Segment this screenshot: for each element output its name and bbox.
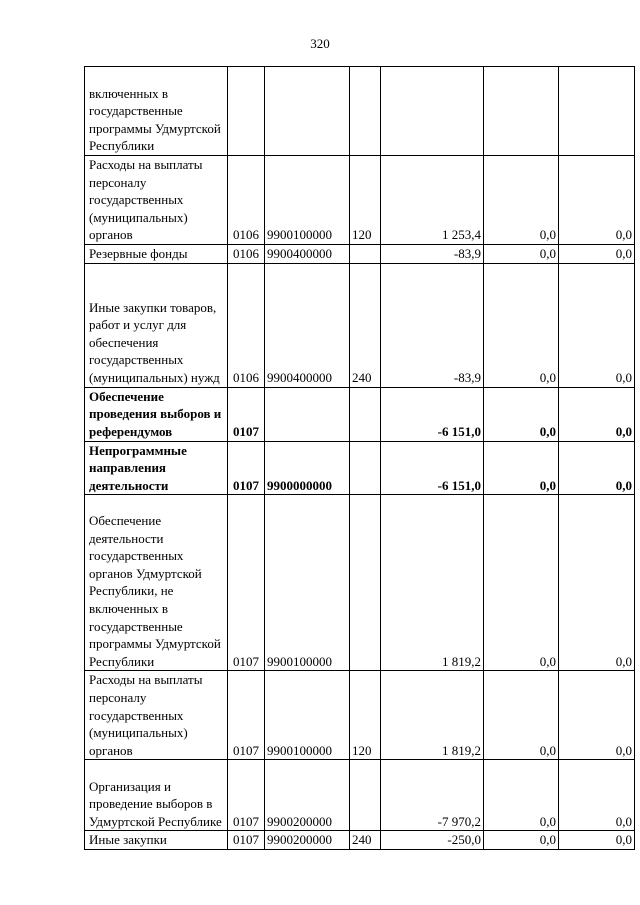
- row-section: 0107: [228, 441, 265, 495]
- row-name-cell: [85, 495, 228, 671]
- row-amount: -6 151,0: [381, 387, 484, 441]
- row-article: [265, 67, 350, 156]
- row-article: 9900100000: [265, 671, 350, 760]
- row-amount: 1 819,2: [381, 495, 484, 671]
- table-row: [85, 263, 635, 387]
- row-article: 9900200000: [265, 831, 350, 850]
- row-name-cell: [85, 441, 228, 495]
- row-name-cell: [85, 263, 228, 387]
- row-value-3: 0,0: [559, 831, 635, 850]
- row-expense-type: [350, 245, 381, 264]
- row-name: Иные закупки товаров, работ и услуг для обеспечения государственных (муниципальных) нужд: [89, 299, 220, 385]
- row-name-cell: [85, 67, 228, 156]
- row-section: 0107: [228, 387, 265, 441]
- row-name: Непрограммные направления деятельности: [89, 442, 187, 493]
- table-row: [85, 67, 635, 156]
- row-value-2: 0,0: [484, 671, 559, 760]
- row-amount: -7 970,2: [381, 760, 484, 831]
- table-row: [85, 441, 635, 495]
- row-expense-type: 120: [350, 671, 381, 760]
- row-value-2: 0,0: [484, 245, 559, 264]
- row-section: 0107: [228, 831, 265, 850]
- row-value-2: 0,0: [484, 831, 559, 850]
- row-name-cell: [85, 387, 228, 441]
- row-name-cell: [85, 245, 228, 264]
- row-expense-type: 120: [350, 156, 381, 245]
- row-name-cell: [85, 760, 228, 831]
- row-value-3: [559, 67, 635, 156]
- table-row: [85, 245, 635, 264]
- row-article: 9900000000: [265, 441, 350, 495]
- row-value-2: 0,0: [484, 156, 559, 245]
- row-value-3: 0,0: [559, 441, 635, 495]
- row-amount: [381, 67, 484, 156]
- row-name: Иные закупки: [89, 832, 167, 848]
- row-amount: -83,9: [381, 245, 484, 264]
- row-section: [228, 67, 265, 156]
- row-value-2: [484, 67, 559, 156]
- row-value-3: 0,0: [559, 156, 635, 245]
- table-row: [85, 495, 635, 671]
- row-section: 0106: [228, 245, 265, 264]
- row-name-cell: [85, 831, 228, 850]
- row-value-3: 0,0: [559, 245, 635, 264]
- table-row: [85, 387, 635, 441]
- page-number: 320: [310, 36, 330, 51]
- budget-table: [84, 66, 635, 850]
- row-name-cell: [85, 671, 228, 760]
- row-amount: -6 151,0: [381, 441, 484, 495]
- table-row: [85, 760, 635, 831]
- row-expense-type: [350, 67, 381, 156]
- row-name-cell: [85, 156, 228, 245]
- row-article: 9900400000: [265, 263, 350, 387]
- row-expense-type: 240: [350, 263, 381, 387]
- row-expense-type: [350, 495, 381, 671]
- row-name: Расходы на выплаты персоналу государственных (муниципальных) органов: [89, 672, 203, 758]
- row-section: 0107: [228, 760, 265, 831]
- row-value-3: 0,0: [559, 671, 635, 760]
- row-value-3: 0,0: [559, 760, 635, 831]
- row-expense-type: [350, 387, 381, 441]
- table-row: [85, 831, 635, 850]
- row-article: 9900400000: [265, 245, 350, 264]
- row-section: 0106: [228, 156, 265, 245]
- row-value-3: 0,0: [559, 387, 635, 441]
- row-amount: -83,9: [381, 263, 484, 387]
- row-expense-type: [350, 441, 381, 495]
- row-section: 0106: [228, 263, 265, 387]
- row-value-2: 0,0: [484, 495, 559, 671]
- row-value-3: 0,0: [559, 263, 635, 387]
- row-expense-type: [350, 760, 381, 831]
- row-amount: 1 819,2: [381, 671, 484, 760]
- row-value-2: 0,0: [484, 263, 559, 387]
- row-value-3: 0,0: [559, 495, 635, 671]
- row-name: Обеспечение деятельности государственных органов Удмуртской Республики, не включенных в государственные программы Удмуртской Республики: [89, 513, 221, 669]
- row-amount: -250,0: [381, 831, 484, 850]
- row-article: 9900200000: [265, 760, 350, 831]
- row-value-2: 0,0: [484, 387, 559, 441]
- row-name: Обеспечение проведения выборов и референдумов: [89, 388, 222, 439]
- row-amount: 1 253,4: [381, 156, 484, 245]
- row-article: [265, 387, 350, 441]
- row-section: 0107: [228, 671, 265, 760]
- row-article: 9900100000: [265, 495, 350, 671]
- row-value-2: 0,0: [484, 441, 559, 495]
- row-name: Резервные фонды: [89, 246, 188, 261]
- row-article: 9900100000: [265, 156, 350, 245]
- row-expense-type: 240: [350, 831, 381, 850]
- row-name: Расходы на выплаты персоналу государственных (муниципальных) органов: [89, 157, 203, 243]
- row-name: включенных в государственные программы Удмуртской Республики: [89, 85, 221, 154]
- table-row: [85, 156, 635, 245]
- row-name: Организация и проведение выборов в Удмуртской Республике: [89, 778, 222, 829]
- row-value-2: 0,0: [484, 760, 559, 831]
- table-row: [85, 671, 635, 760]
- row-section: 0107: [228, 495, 265, 671]
